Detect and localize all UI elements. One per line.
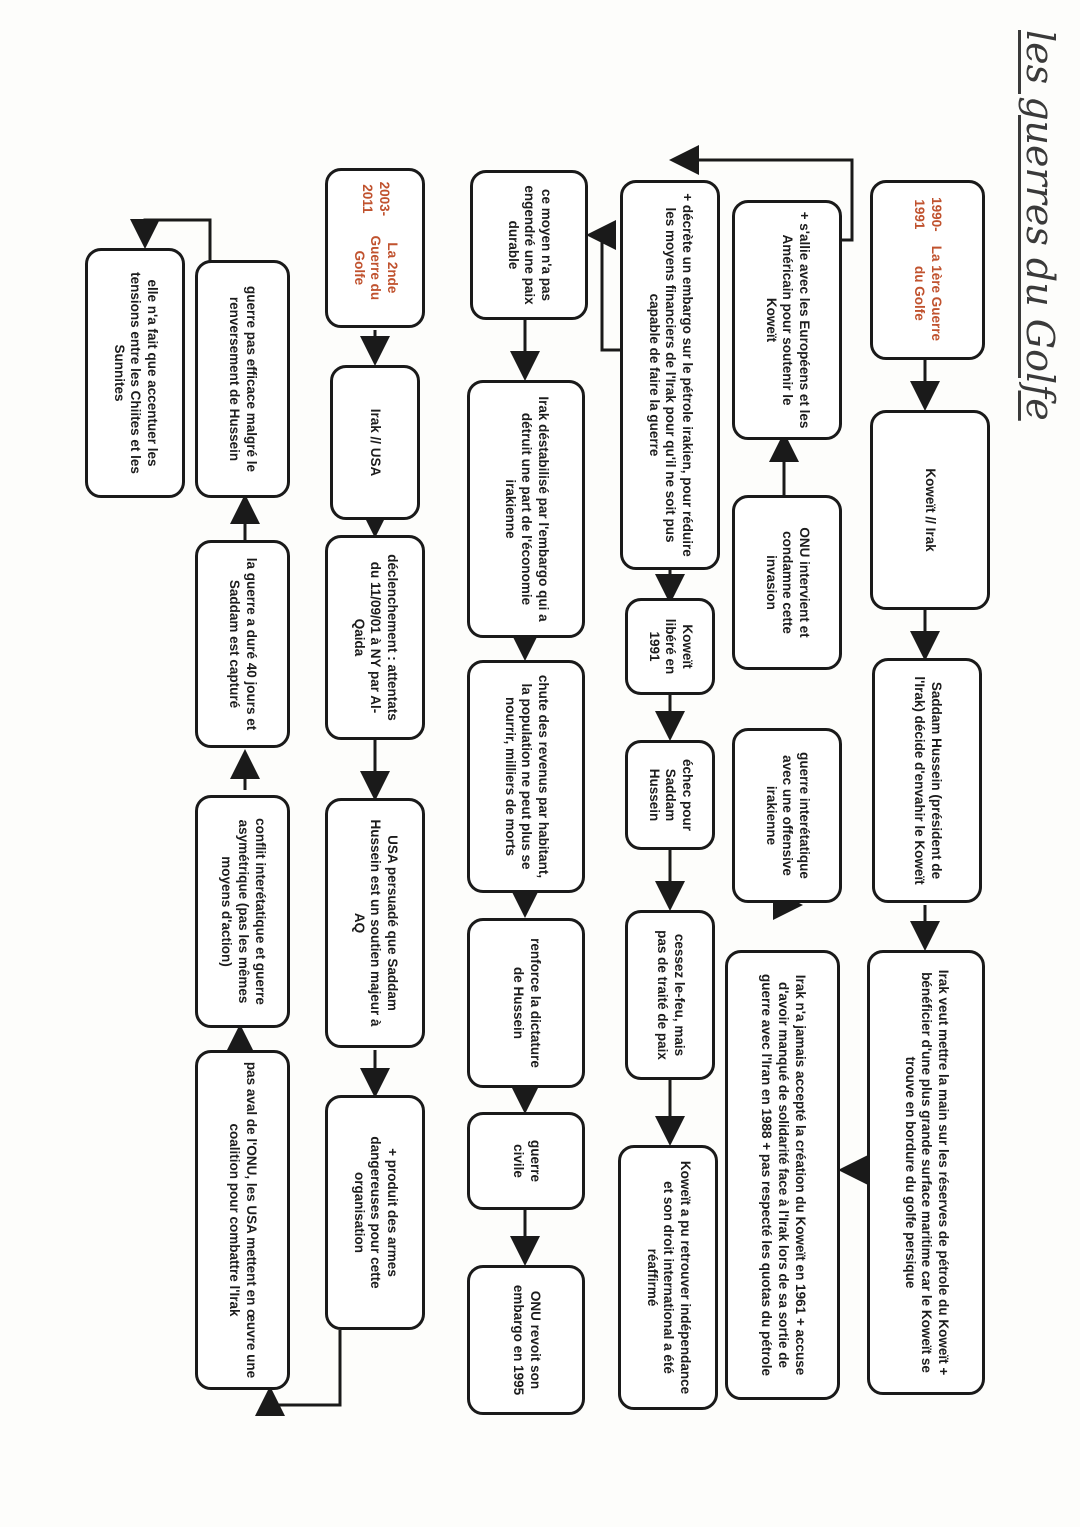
node-text: elle n'a fait que accentuer les tensions entre les Chiites et les Sunnites <box>111 272 161 474</box>
war2-label: La 2nde Guerre du Golfe <box>351 235 401 301</box>
node-irak-usa <box>330 365 420 520</box>
node-echec <box>625 740 715 850</box>
node-text: Irak // USA <box>368 408 384 477</box>
war1-label: La 1ère Guerre du Golfe <box>912 245 945 342</box>
node-onu-intervient <box>732 495 842 670</box>
node-text: ONU revoit son embargo en 1995 <box>511 1284 543 1396</box>
node-text: + s'allie avec les Européens et les Américain pour soutenir le Koweït <box>763 211 813 429</box>
node-produit <box>325 1095 425 1330</box>
war2-years: 2003-2011 <box>360 181 392 217</box>
node-text: Koweït libéré en 1991 <box>646 618 696 675</box>
node-text: la guerre a duré 40 jours et Saddam est capturé <box>227 557 260 731</box>
node-cessez <box>625 910 715 1080</box>
node-text: Saddam Hussein (président de l'Irak) décide d'envahir le Koweït <box>912 676 944 885</box>
node-war2 <box>325 168 425 328</box>
node-text: ce moyen n'a pas engendré une paix durable <box>505 185 555 305</box>
node-text: guerre pas efficace malgré le renversement de Hussein <box>227 285 260 473</box>
node-saddam <box>872 658 982 903</box>
node-text: Irak veut mettre la main sur les réserves de pétrole du Koweït + bénéficier d'une plus grande surface maritime car le Koweït se trouve en bordure du golfe persique <box>902 969 952 1376</box>
node-war1 <box>870 180 985 360</box>
arrow-embargo-moyen <box>592 235 620 350</box>
node-irak-veut <box>867 950 985 1395</box>
node-text: guerre civile <box>511 1139 543 1183</box>
node-renforce <box>467 918 585 1088</box>
node-pas-efficace <box>195 260 290 498</box>
node-guerre-civile <box>467 1112 585 1210</box>
node-text: Koweït // Irak <box>923 468 939 552</box>
node-pas-aval <box>195 1050 290 1390</box>
node-text: renforce la dictature de Hussein <box>511 938 543 1068</box>
page-title: les guerres du Golfe <box>1018 30 1062 421</box>
node-usa-persuade <box>325 798 425 1048</box>
node-tensions <box>85 248 185 498</box>
node-koweit-retrouver <box>618 1145 718 1410</box>
node-irak-jamais <box>725 950 840 1400</box>
node-embargo-decret <box>620 180 720 570</box>
war1-years: 1990-1991 <box>912 197 945 232</box>
node-text: Irak déstabilisé par l'embargo qui a détruit une part de l'économie irakienne <box>502 396 552 622</box>
node-text: + décrète un embargo sur le pétrole irakien, pour réduire les moyens financiers de l'Irak pour qu'il ne soit pus capable de faire la guerre <box>646 193 696 557</box>
node-guerre-interetat <box>732 728 842 903</box>
node-text: guerre interétatique avec une offensive irakienne <box>763 752 813 879</box>
node-text: cessez le-feu, mais pas de traité de paix <box>655 930 687 1060</box>
node-koweit-irak <box>870 410 990 610</box>
node-text: pas aval de l'ONU, les USA mettent en œuvre une coalition pour combattre l'Irak <box>227 1061 260 1379</box>
node-destabilise <box>467 380 585 638</box>
node-text: + produit des armes dangereuses pour cette organisation <box>351 1136 401 1289</box>
node-moyen <box>470 170 588 320</box>
node-text: USA persuadé que Saddam Hussein est un soutien majeur à AQ <box>351 819 401 1027</box>
node-text: déclenchement : attentats du 11/09/01 à NY par Al-Qaida <box>351 554 401 721</box>
node-text: échec pour Saddam Hussein <box>646 758 696 832</box>
node-text: Koweït a pu retrouver indépendance et son droit international a été réaffirmé <box>644 1160 694 1395</box>
node-declenchement <box>325 535 425 740</box>
node-chute <box>467 660 585 893</box>
node-text: chute des revenus par habitant, la population ne peut plus se nourrir, milliers de morts <box>502 674 552 879</box>
node-koweit-libere <box>625 598 715 695</box>
node-text: Irak n'a jamais accepté la création du Koweït en 1961 + accuse d'avoir manqué de solidarité face à l'Irak lors de sa sortie de guerre avec l'Iran en 1988 + pas respecté les quotas du pétrole <box>759 973 808 1376</box>
node-allie <box>732 200 842 440</box>
node-conflit <box>195 795 290 1028</box>
node-onu-revoit <box>467 1265 585 1415</box>
node-duree <box>195 540 290 748</box>
node-text: ONU intervient et condamne cette invasion <box>763 527 813 638</box>
node-text: conflit interétatique et guerre asymétrique (pas les mêmes moyens d'action) <box>219 818 268 1005</box>
